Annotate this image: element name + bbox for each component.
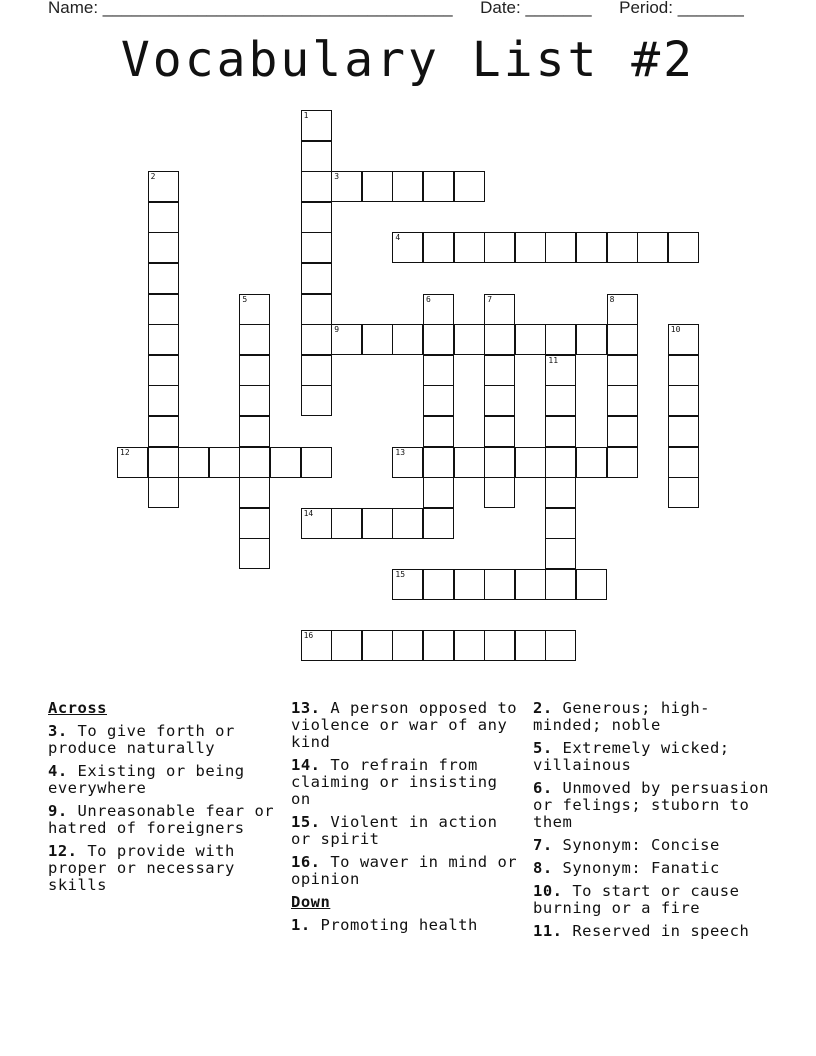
clue-text: To refrain from claiming or insisting on <box>291 756 498 808</box>
crossword-cell[interactable] <box>392 232 423 263</box>
crossword-cell[interactable] <box>148 294 179 325</box>
crossword-cell[interactable] <box>423 477 454 508</box>
clue-number: 6 <box>426 294 431 304</box>
crossword-cell[interactable] <box>331 630 362 661</box>
crossword-cell[interactable] <box>301 202 332 233</box>
clue-number: 4 <box>395 233 401 243</box>
clue-number: 8 <box>609 294 615 304</box>
crossword-cell[interactable] <box>209 447 240 478</box>
crossword-cell[interactable] <box>423 294 454 325</box>
crossword-cell[interactable] <box>423 569 454 600</box>
clues-column-3 <box>533 700 773 946</box>
crossword-cell[interactable] <box>117 447 148 478</box>
clue-item <box>533 883 773 917</box>
crossword-cell[interactable] <box>668 447 699 478</box>
crossword-cell[interactable] <box>178 447 209 478</box>
crossword-cell[interactable] <box>576 447 607 478</box>
clue-number: 14. <box>291 756 321 774</box>
crossword-cell[interactable] <box>392 324 423 355</box>
clue-number: 15. <box>291 813 321 831</box>
crossword-cell[interactable] <box>607 447 638 478</box>
crossword-cell[interactable] <box>484 232 515 263</box>
clue-text: Violent in action or spirit <box>291 813 498 848</box>
crossword-cell[interactable] <box>392 171 423 202</box>
clue-text: To waver in mind or opinion <box>291 853 518 888</box>
crossword-cell[interactable] <box>301 385 332 416</box>
clue-number: 8. <box>533 859 553 877</box>
crossword-cell[interactable] <box>301 355 332 386</box>
name-field[interactable]: Name: _____________________________________ <box>48 0 453 17</box>
clue-number: 11. <box>533 922 563 940</box>
crossword-cell[interactable] <box>545 538 576 569</box>
clue-text: Promoting health <box>310 916 478 934</box>
crossword-cell[interactable] <box>392 508 423 539</box>
clue-item <box>533 837 773 854</box>
crossword-cell[interactable] <box>301 294 332 325</box>
crossword-cell[interactable] <box>148 416 179 447</box>
clue-item <box>533 780 773 831</box>
crossword-cell[interactable] <box>423 385 454 416</box>
crossword-cell[interactable] <box>515 630 546 661</box>
clue-text: Reserved in speech <box>562 922 750 940</box>
crossword-cell[interactable] <box>545 508 576 539</box>
crossword-cell[interactable] <box>545 447 576 478</box>
crossword-cell[interactable] <box>454 232 485 263</box>
crossword-cell[interactable] <box>545 385 576 416</box>
date-field[interactable]: Date: _______ <box>480 0 592 17</box>
crossword-cell[interactable] <box>331 171 362 202</box>
clue-text: To provide with proper or necessary skills <box>48 842 235 894</box>
crossword-cell[interactable] <box>423 630 454 661</box>
crossword-cell[interactable] <box>362 324 393 355</box>
crossword-cell[interactable] <box>607 324 638 355</box>
crossword-cell[interactable] <box>454 447 485 478</box>
clue-item <box>291 854 521 888</box>
crossword-cell[interactable] <box>576 232 607 263</box>
crossword-cell[interactable] <box>668 477 699 508</box>
crossword-cell[interactable] <box>301 630 332 661</box>
crossword-cell[interactable] <box>454 569 485 600</box>
clue-number: 11 <box>548 355 559 365</box>
clue-number: 3. <box>48 722 68 740</box>
crossword-cell[interactable] <box>515 447 546 478</box>
clue-number: 12 <box>120 447 130 457</box>
crossword-cell[interactable] <box>484 630 515 661</box>
clue-number: 12. <box>48 842 78 860</box>
crossword-cell[interactable] <box>545 232 576 263</box>
clue-text: Extremely wicked; villainous <box>533 739 730 774</box>
crossword-cell[interactable] <box>148 263 179 294</box>
crossword-cell[interactable] <box>545 477 576 508</box>
clue-item <box>533 860 773 877</box>
crossword-cell[interactable] <box>607 294 638 325</box>
crossword-cell[interactable] <box>148 385 179 416</box>
crossword-cell[interactable] <box>362 508 393 539</box>
crossword-cell[interactable] <box>484 294 515 325</box>
crossword-cell[interactable] <box>515 324 546 355</box>
clue-item <box>291 757 521 808</box>
crossword-cell[interactable] <box>148 171 179 202</box>
crossword-cell[interactable] <box>148 477 179 508</box>
crossword-cell[interactable] <box>239 355 270 386</box>
crossword-cell[interactable] <box>484 355 515 386</box>
crossword-cell[interactable] <box>270 447 301 478</box>
crossword-cell[interactable] <box>148 232 179 263</box>
clue-number: 7 <box>487 294 493 304</box>
clue-number: 9. <box>48 802 68 820</box>
clue-number: 2 <box>150 172 156 182</box>
crossword-cell[interactable] <box>239 324 270 355</box>
crossword-cell[interactable] <box>545 324 576 355</box>
clue-number: 14 <box>303 508 314 518</box>
clue-item <box>533 700 773 734</box>
crossword-cell[interactable] <box>301 110 332 141</box>
clue-number: 9 <box>334 325 340 335</box>
clue-item <box>533 740 773 774</box>
clue-text: A person opposed to violence or war of any kind <box>291 699 518 751</box>
crossword-cell[interactable] <box>607 385 638 416</box>
crossword-cell[interactable] <box>148 202 179 233</box>
clue-number: 15 <box>395 570 406 579</box>
crossword-cell[interactable] <box>148 355 179 386</box>
clue-number: 7. <box>533 836 553 854</box>
crossword-cell[interactable] <box>454 171 485 202</box>
crossword-cell[interactable] <box>545 416 576 447</box>
crossword-cell[interactable] <box>484 477 515 508</box>
crossword-cell[interactable] <box>239 385 270 416</box>
crossword-cell[interactable] <box>607 232 638 263</box>
crossword-cell[interactable] <box>668 416 699 447</box>
crossword-cell[interactable] <box>423 447 454 478</box>
clue-item <box>291 917 521 934</box>
clue-text: To give forth or produce naturally <box>48 722 235 757</box>
down-heading: Down <box>291 893 331 911</box>
clue-text: Generous; high-minded; noble <box>533 699 710 734</box>
clue-item <box>48 803 278 837</box>
crossword-cell[interactable] <box>239 508 270 539</box>
clue-number: 1. <box>291 916 311 934</box>
clue-text: Synonym: Concise <box>552 836 720 854</box>
across-heading: Across <box>48 699 107 717</box>
crossword-cell[interactable] <box>331 508 362 539</box>
crossword-cell[interactable] <box>484 569 515 600</box>
crossword-cell[interactable] <box>668 232 699 263</box>
crossword-cell[interactable] <box>423 355 454 386</box>
crossword-cell[interactable] <box>301 141 332 172</box>
clue-number: 16. <box>291 853 321 871</box>
clue-text: Synonym: Fanatic <box>552 859 720 877</box>
crossword-cell[interactable] <box>239 447 270 478</box>
crossword-cell[interactable] <box>545 630 576 661</box>
clue-number: 10. <box>533 882 563 900</box>
crossword-cell[interactable] <box>148 447 179 478</box>
crossword-cell[interactable] <box>484 416 515 447</box>
crossword-cell[interactable] <box>239 294 270 325</box>
clue-item <box>48 723 278 757</box>
crossword-cell[interactable] <box>301 263 332 294</box>
crossword-cell[interactable] <box>301 447 332 478</box>
crossword-cell[interactable] <box>515 569 546 600</box>
clue-number: 13. <box>291 699 321 717</box>
crossword-cell[interactable] <box>392 447 423 478</box>
clue-text: To start or cause burning or a fire <box>533 882 740 917</box>
clue-item <box>533 923 773 940</box>
crossword-cell[interactable] <box>301 232 332 263</box>
crossword-cell[interactable] <box>607 416 638 447</box>
clue-number: 6. <box>533 779 553 797</box>
crossword-cell[interactable] <box>454 630 485 661</box>
crossword-cell[interactable] <box>637 232 668 263</box>
crossword-cell[interactable] <box>484 324 515 355</box>
crossword-cell[interactable] <box>423 508 454 539</box>
clue-item <box>291 814 521 848</box>
crossword-cell[interactable] <box>362 171 393 202</box>
crossword-cell[interactable] <box>423 416 454 447</box>
crossword-cell[interactable] <box>668 385 699 416</box>
clue-item <box>48 763 278 797</box>
crossword-cell[interactable] <box>301 324 332 355</box>
crossword-cell[interactable] <box>392 569 423 600</box>
crossword-cell[interactable] <box>484 447 515 478</box>
clue-number: 5. <box>533 739 553 757</box>
crossword-cell[interactable] <box>545 355 576 386</box>
crossword-cell[interactable] <box>392 630 423 661</box>
clue-text: Unreasonable fear or hatred of foreigners <box>48 802 275 837</box>
crossword-cell[interactable] <box>668 355 699 386</box>
clue-item <box>48 843 278 894</box>
crossword-cell[interactable] <box>239 538 270 569</box>
crossword-cell[interactable] <box>484 385 515 416</box>
clue-item <box>291 700 521 751</box>
clue-number: 2. <box>533 699 553 717</box>
crossword-cell[interactable] <box>515 232 546 263</box>
crossword-cell[interactable] <box>301 508 332 539</box>
crossword-cell[interactable] <box>239 416 270 447</box>
clues-column-1 <box>48 700 278 900</box>
crossword-cell[interactable] <box>331 324 362 355</box>
crossword-cell[interactable] <box>607 355 638 386</box>
clue-text: Existing or being everywhere <box>48 762 245 797</box>
clue-number: 1 <box>303 111 309 120</box>
clues-column-2 <box>291 700 521 940</box>
clue-number: 4. <box>48 762 68 780</box>
clue-number: 5 <box>242 294 248 304</box>
crossword-cell[interactable] <box>576 569 607 600</box>
page-title: Vocabulary List #2 <box>120 32 696 88</box>
crossword-cell[interactable] <box>239 477 270 508</box>
crossword-cell[interactable] <box>301 171 332 202</box>
clue-number: 10 <box>670 325 681 335</box>
crossword-cell[interactable] <box>668 324 699 355</box>
crossword-cell[interactable] <box>362 630 393 661</box>
crossword-cell[interactable] <box>423 324 454 355</box>
clue-text: Unmoved by persuasion or felings; stuborn to them <box>533 779 769 831</box>
clue-number: 16 <box>303 631 314 641</box>
clue-number: 3 <box>334 172 340 182</box>
crossword-cell[interactable] <box>576 324 607 355</box>
crossword-cell[interactable] <box>423 171 454 202</box>
crossword-cell[interactable] <box>545 569 576 600</box>
crossword-cell[interactable] <box>423 232 454 263</box>
period-field[interactable]: Period: _______ <box>619 0 744 17</box>
crossword-cell[interactable] <box>148 324 179 355</box>
clue-number: 13 <box>395 447 406 457</box>
crossword-cell[interactable] <box>454 324 485 355</box>
